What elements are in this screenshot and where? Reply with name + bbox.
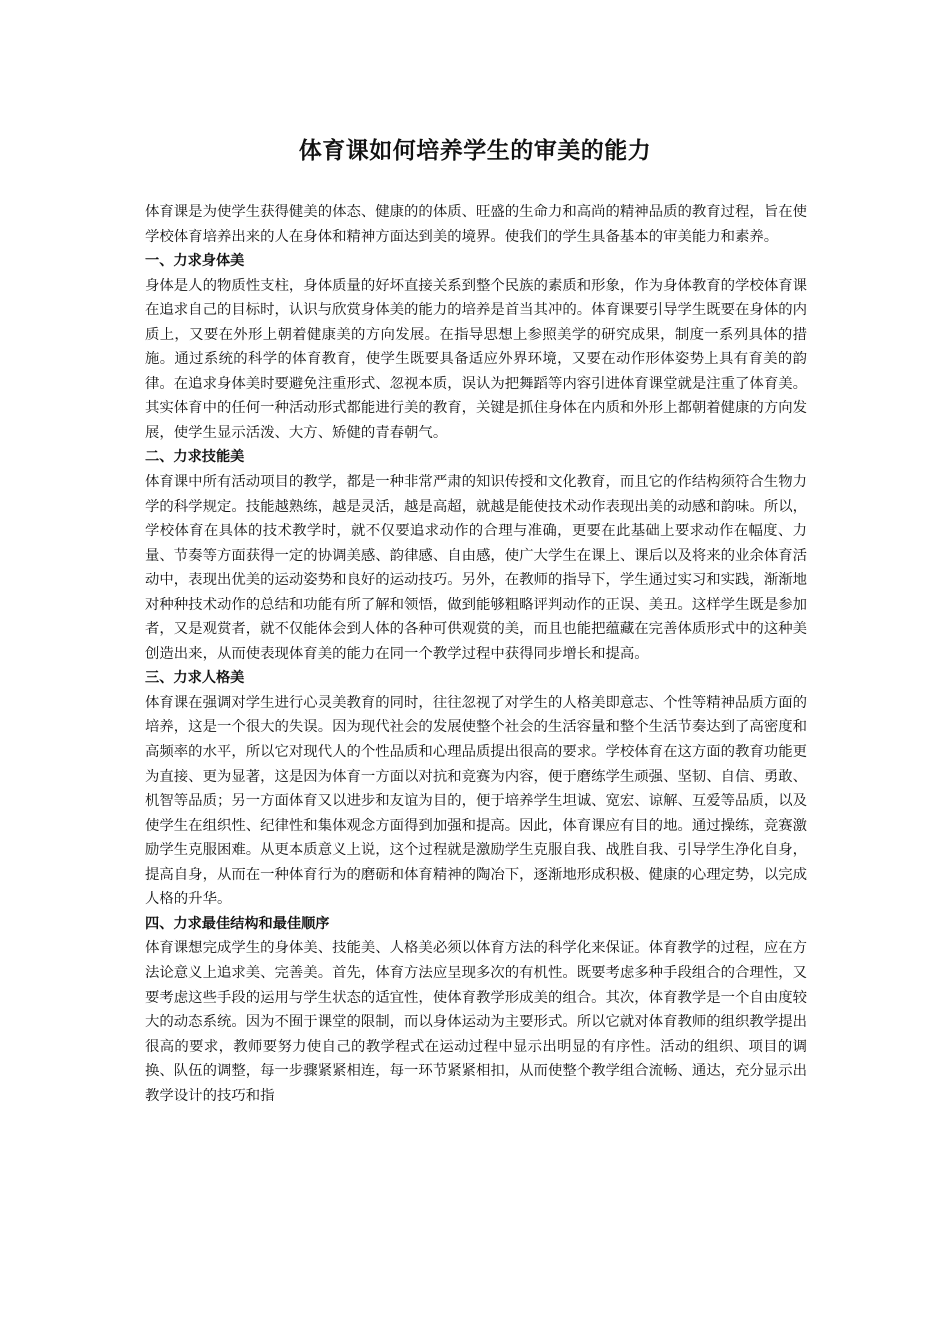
intro-paragraph: 体育课是为使学生获得健美的体态、健康的的体质、旺盛的生命力和高尚的精神品质的教育过程，旨在使学校体育培养出来的人在身体和精神方面达到美的境界。使我们的学生具备基本的审美能力和素养。 (145, 204, 807, 245)
section-heading-skill-beauty: 二、力求技能美 (145, 449, 245, 466)
section-text-skill-beauty: 体育课中所有活动项目的教学，都是一种非常严肃的知识传授和文化教育，而且它的作结构须符合生物力学的科学规定。技能越熟练，越是灵活，越是高超，就越是能使技术动作表现出美的动感和韵味。所以，学校体育在具体的技术教学时，就不仅要追求动作的合理与准确，更要在此基础上要求动作在幅度、力量、节奏等方面获得一定的协调美感、韵律感、自由感，使广大学生在课上、课后以及将来的业余体育活动中，表现出优美的运动姿势和良好的运动技巧。另外，在教师的指导下，学生通过实习和实践，渐渐地对种种技术动作的总结和功能有所了解和领悟，做到能够粗略评判动作的正误、美丑。这样学生既是参加者，又是观赏者，就不仅能体会到人体的各种可供观赏的美，而且也能把蕴藏在完善体质形式中的这种美创造出来，从而使表现体育美的能力在同一个教学过程中获得同步增长和提高。 (145, 474, 807, 662)
section-heading-personality-beauty: 三、力求人格美 (145, 670, 245, 687)
section-text-personality-beauty: 体育课在强调对学生进行心灵美教育的同时，往往忽视了对学生的人格美即意志、个性等精神品质方面的培养，这是一个很大的失误。因为现代社会的发展使整个社会的生活容量和整个生活节奏达到了高密度和高频率的水平，所以它对现代人的个性品质和心理品质提出很高的要求。学校体育在这方面的教育功能更为直接、更为显著，这是因为体育一方面以对抗和竞赛为内容，便于磨练学生顽强、坚韧、自信、勇敢、机智等品质；另一方面体育又以进步和友谊为目的，便于培养学生坦诚、宽宏、谅解、互爱等品质，以及使学生在组织性、纪律性和集体观念方面得到加强和提高。因此，体育课应有目的地。通过操练，竞赛激励学生克服困难。从更本质意义上说，这个过程就是激励学生克服自我、战胜自我、引导学生净化自身，提高自身，从而在一种体育行为的磨砺和体育精神的陶冶下，逐渐地形成积极、健康的心理定势，以完成人格的升华。 (145, 694, 807, 908)
section-heading-best-structure: 四、力求最佳结构和最佳顺序 (145, 915, 330, 932)
document-title: 体育课如何培养学生的审美的能力 (298, 138, 652, 164)
section-heading-body-beauty: 一、力求身体美 (145, 253, 245, 270)
section-text-body-beauty: 身体是人的物质性支柱，身体质量的好坏直接关系到整个民族的素质和形象，作为身体教育的学校体育课在追求自己的目标时，认识与欣赏身体美的能力的培养是首当其冲的。体育课要引导学生既要在身体的内质上，又要在外形上朝着健康美的方向发展。在指导思想上参照美学的研究成果，制度一系列具体的措施。通过系统的科学的体育教育，使学生既要具备适应外界环境，又要在动作形体姿势上具有育美的韵律。在追求身体美时要避免注重形式、忽视本质，误认为把舞蹈等内容引进体育课堂就是注重了体育美。其实体育中的任何一种活动形式都能进行美的教育，关键是抓住身体在内质和外形上都朝着健康的方向发展，使学生显示活泼、大方、矫健的青春朝气。 (145, 277, 807, 441)
section-text-best-structure: 体育课想完成学生的身体美、技能美、人格美必须以体育方法的科学化来保证。体育教学的过程，应在方法论意义上追求美、完善美。首先，体育方法应呈现多次的有机性。既要考虑多种手段组合的合理性，又要考虑这些手段的运用与学生状态的适宜性，使体育教学形成美的组合。其次，体育教学是一个自由度较大的动态系统。因为不囿于课堂的限制，而以身体运动为主要形式。所以它就对体育教师的组织教学提出很高的要求，教师要努力使自己的教学程式在运动过程中显示出明显的有序性。活动的组织、项目的调换、队伍的调整，每一步骤紧紧相连，每一环节紧紧相扣，从而使整个教学组合流畅、通达，充分显示出教学设计的技巧和指 (145, 940, 807, 1104)
document-body (145, 200, 807, 1108)
